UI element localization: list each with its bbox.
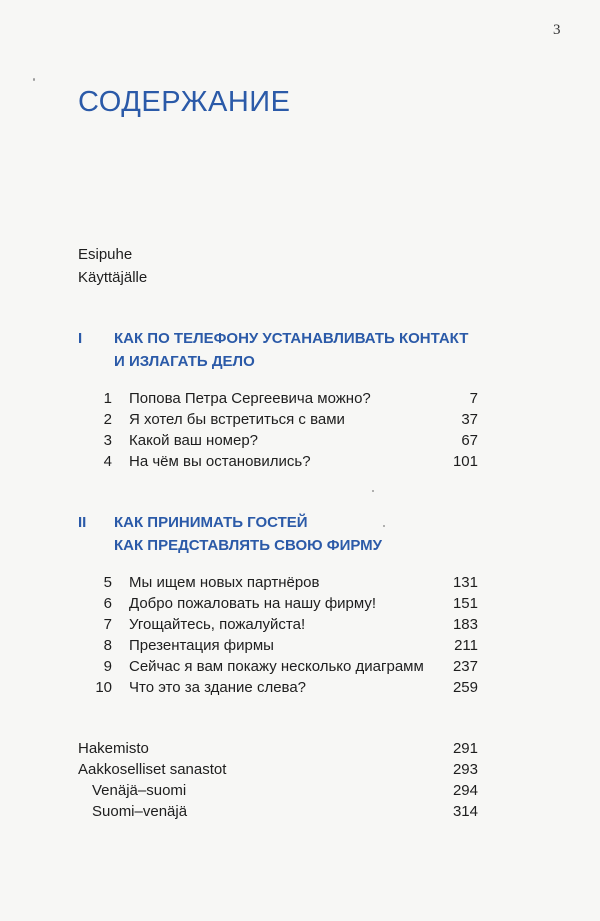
appendix-entry [78, 738, 478, 759]
entry-page: 211 [454, 637, 478, 654]
appendix-page: 294 [452, 782, 478, 799]
entry-title: Угощайтесь, пожалуйста! [129, 616, 306, 633]
entry-title: На чём вы остановились? [129, 453, 311, 470]
entry-title: Что это за здание слева? [129, 679, 307, 696]
entry-number: 1 [103, 390, 112, 407]
entry-page: 37 [461, 411, 478, 428]
appendix-page: 293 [452, 761, 478, 778]
paper-speck [383, 525, 385, 527]
toc-entry [78, 614, 478, 635]
entry-page: 183 [452, 616, 478, 633]
appendix-title: Suomi–venäjä [92, 803, 188, 820]
toc-entry [78, 593, 478, 614]
entry-number: 9 [103, 658, 112, 675]
paper-speck [33, 78, 35, 81]
front-matter [78, 243, 147, 289]
toc-entry [78, 572, 478, 593]
section-number: II [78, 514, 87, 531]
entry-number: 5 [103, 574, 112, 591]
entry-title: Я хотел бы встретиться с вами [129, 411, 345, 428]
entry-title: Попова Петра Сергеевича можно? [129, 390, 371, 407]
appendix-entry [78, 780, 478, 801]
section-heading-2 [78, 511, 478, 557]
appendix-entry [78, 759, 478, 780]
appendix-page: 291 [452, 740, 478, 757]
section-title-line: КАК ПРЕДСТАВЛЯТЬ СВОЮ ФИРМУ [114, 537, 382, 554]
entry-page: 101 [452, 453, 478, 470]
entry-number: 6 [103, 595, 112, 612]
section-number: I [78, 330, 83, 347]
toc-entry [78, 409, 478, 430]
page-title: СОДЕРЖАНИЕ [78, 86, 291, 118]
toc-entry [78, 430, 478, 451]
appendix-entry [78, 801, 478, 822]
entry-page: 67 [461, 432, 478, 449]
entry-title: Мы ищем новых партнёров [129, 574, 320, 591]
front-matter-item-preface: Esipuhe [78, 246, 133, 263]
toc-entry [78, 451, 478, 472]
entry-page: 151 [452, 595, 478, 612]
appendix-page: 314 [452, 803, 478, 820]
entry-page: 237 [452, 658, 478, 675]
section-title-line: КАК ПО ТЕЛЕФОНУ УСТАНАВЛИВАТЬ КОНТАКТ [114, 330, 469, 347]
appendix-title: Aakkoselliset sanastot [78, 761, 227, 778]
entry-number: 3 [103, 432, 112, 449]
toc-entry [78, 656, 478, 677]
entry-number: 8 [103, 637, 112, 654]
entry-number: 7 [103, 616, 112, 633]
entry-title: Какой ваш номер? [129, 432, 259, 449]
toc-entry [78, 635, 478, 656]
section-heading-1 [78, 327, 478, 373]
section-entries-1 [78, 388, 478, 472]
entry-number: 2 [103, 411, 112, 428]
section-title-line: И ИЗЛАГАТЬ ДЕЛО [114, 353, 255, 370]
entry-page: 131 [452, 574, 478, 591]
appendix-title: Venäjä–suomi [92, 782, 187, 799]
entry-title: Сейчас я вам покажу несколько диаграмм [129, 658, 424, 675]
entry-page: 7 [469, 390, 478, 407]
entry-number: 4 [103, 453, 112, 470]
appendix-title: Hakemisto [78, 740, 149, 757]
section-entries-2 [78, 572, 478, 698]
toc-entry [78, 677, 478, 698]
appendix-list [78, 738, 478, 822]
toc-entry [78, 388, 478, 409]
section-title-line: КАК ПРИНИМАТЬ ГОСТЕЙ [114, 514, 308, 531]
entry-title: Презентация фирмы [129, 637, 274, 654]
page-number: 3 [553, 22, 561, 38]
paper-speck [372, 490, 374, 492]
entry-title: Добро пожаловать на нашу фирму! [129, 595, 377, 612]
front-matter-item-users: Käyttäjälle [78, 269, 148, 286]
entry-page: 259 [452, 679, 478, 696]
entry-number: 10 [95, 679, 112, 696]
